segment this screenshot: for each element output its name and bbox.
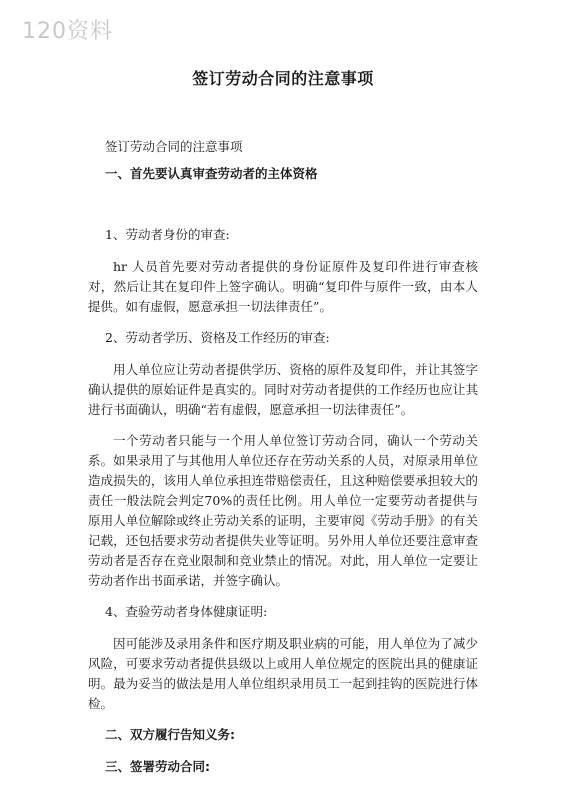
watermark-logo: 120资料 <box>22 19 113 44</box>
document-subtitle: 签订劳动合同的注意事项 <box>105 139 243 154</box>
paragraph-4: 因可能涉及录用条件和医疗期及职业病的可能，用人单位为了减少风险，可要求劳动者提供县级以上或用人单位规定的医院出具的健康证明。最为妥当的做法是用人单位组织录用员工一起到挂钩的医院进行体检。 <box>88 636 478 711</box>
paragraph-2: 用人单位应让劳动者提供学历、资格的原件及复印件，并让其签字确认提供的原始证件是真实的。同时对劳动者提供的工作经历也应让其进行书面确认，明确“若有虚假，愿意承担一切法律责任”。 <box>88 362 478 417</box>
document-body <box>88 66 478 777</box>
document-title: 签订劳动合同的注意事项 <box>192 69 374 88</box>
paragraph-3: 一个劳动者只能与一个用人单位签订劳动合同，确认一个劳动关系。如果录用了与其他用人单位还存在劳动关系的人员，对原录用单位造成损失的，该用人单位承担连带赔偿责任，且这种赔偿要承担较大的责任一般法院会判定70%的责任比例。用人单位一定要劳动者提供与原用人单位解除或终止劳动关系的证明，主要审阅《劳动手册》的有关记载，还包括要求劳动者提供失业等证明。另外用人单位还要注意审查劳动者是否存在竞业限制和竞业禁止的情况。对此，用人单位一定要让劳动者作出书面承诺，并签字确认。 <box>88 433 478 588</box>
paragraph-1: hr 人员首先要对劳动者提供的身份证原件及复印件进行审查核对，然后让其在复印件上签字确认。明确“复印件与原件一致，由本人提供。如有虚假，愿意承担一切法律责任”。 <box>88 259 478 314</box>
section-heading-1: 一、首先要认真审查劳动者的主体资格 <box>105 166 318 181</box>
item-heading-4: 4、查验劳动者身体健康证明: <box>105 604 268 619</box>
item-heading-1: 1、劳动者身份的审查: <box>105 227 230 242</box>
section-heading-3: 三、签署劳动合同: <box>105 759 210 774</box>
item-heading-2: 2、劳动者学历、资格及工作经历的审查: <box>105 330 330 345</box>
section-heading-2: 二、双方履行告知义务: <box>105 727 235 742</box>
